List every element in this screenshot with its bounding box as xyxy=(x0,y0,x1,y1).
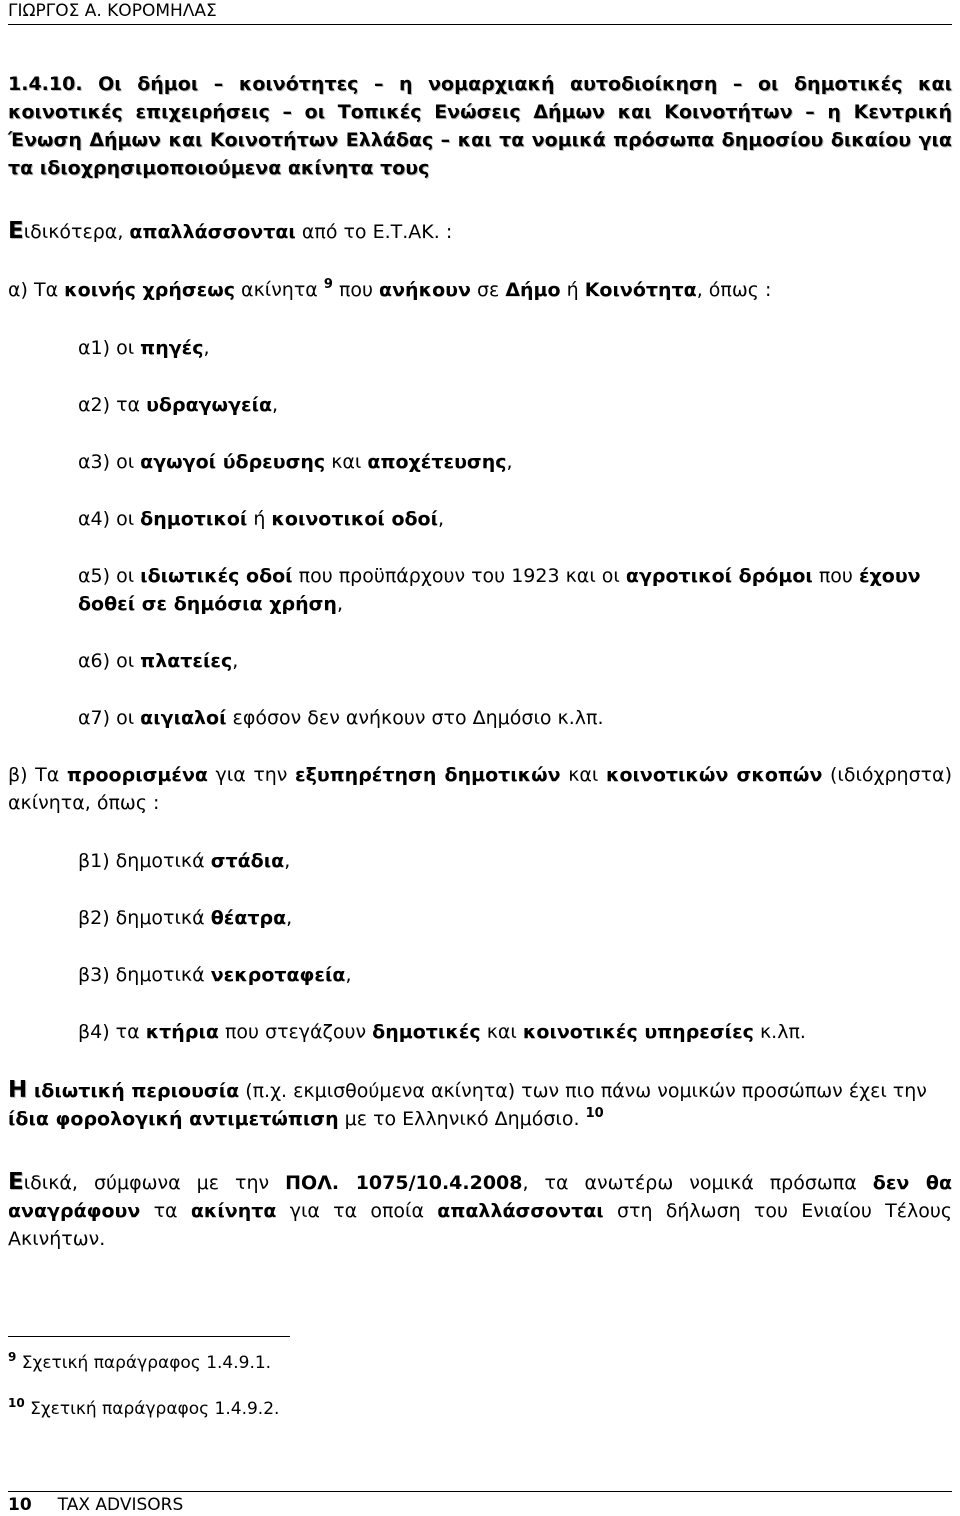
para-b-bold: προορισμένα xyxy=(66,764,208,786)
item-text: , xyxy=(232,650,239,672)
intro-text-2: απαλλάσσονται xyxy=(129,221,296,243)
item-label: β3) xyxy=(78,964,110,986)
para-b-bold: κοινοτικών σκοπών xyxy=(605,764,823,786)
special-bold: ακίνητα xyxy=(190,1200,277,1222)
paragraph-b xyxy=(8,761,952,817)
item-text: δημοτικά xyxy=(109,964,211,986)
page-header xyxy=(8,0,952,25)
para-b-label: β) xyxy=(8,764,28,786)
special-text: , τα ανωτέρω νομικά πρόσωπα xyxy=(522,1172,873,1194)
list-item-b1 xyxy=(78,847,948,875)
paragraph-a xyxy=(8,276,952,304)
item-text: , xyxy=(506,451,513,473)
item-bold: ιδιωτικές οδοί xyxy=(140,565,293,587)
item-text: οι xyxy=(110,650,141,672)
item-text: οι xyxy=(110,337,141,359)
item-text: που στεγάζουν xyxy=(218,1021,373,1043)
list-item-a5 xyxy=(78,562,948,618)
list-item-a2 xyxy=(78,391,948,419)
item-bold: πλατείες xyxy=(140,650,233,672)
private-bold: ιδιωτική περιουσία xyxy=(27,1080,240,1102)
para-a-bold: κοινής χρήσεως xyxy=(64,279,235,301)
item-bold: θέατρα xyxy=(210,907,287,929)
item-bold: δημοτικοί xyxy=(140,508,248,530)
footnote-separator xyxy=(8,1336,290,1337)
para-b-text: για την xyxy=(207,764,296,786)
item-text: , xyxy=(284,850,291,872)
item-label: α7) xyxy=(78,707,111,729)
item-bold: έχουν δοθεί σε δημόσια χρήση xyxy=(78,565,921,615)
item-text: οι xyxy=(110,707,141,729)
item-text: οι xyxy=(110,508,141,530)
page-number: 10 xyxy=(8,1495,32,1515)
footnote-text: Σχετική παράγραφος 1.4.9.2. xyxy=(24,1399,280,1419)
footnote-text: Σχετική παράγραφος 1.4.9.1. xyxy=(16,1353,272,1373)
para-a-text: , όπως : xyxy=(696,279,772,301)
item-text: τα xyxy=(109,1021,146,1043)
item-text: , xyxy=(203,337,210,359)
item-bold: δημοτικές xyxy=(372,1021,481,1043)
special-text: στη δήλωση του Ενιαίου Τέλους Ακινήτων. xyxy=(8,1200,952,1250)
item-text: που xyxy=(812,565,859,587)
item-text: εφόσον δεν ανήκουν στο Δημόσιο κ.λπ. xyxy=(226,707,604,729)
para-a-text: ή xyxy=(560,279,585,301)
item-text: ή xyxy=(247,508,272,530)
list-item-a4 xyxy=(78,505,948,533)
private-bold: ίδια φορολογική αντιμετώπιση xyxy=(8,1108,339,1130)
footer-brand: TAX ADVISORS xyxy=(57,1495,184,1515)
special-text: για τα οποία xyxy=(276,1200,438,1222)
drop-letter: Ε xyxy=(8,218,24,244)
item-text: οι xyxy=(110,565,141,587)
special-bold: απαλλάσσονται xyxy=(437,1200,604,1222)
item-label: α3) xyxy=(78,451,111,473)
item-bold: αγωγοί ύδρευσης xyxy=(140,451,326,473)
item-bold: υδραγωγεία xyxy=(146,394,273,416)
footnote-number: 10 xyxy=(8,1396,25,1410)
item-text: οι xyxy=(110,451,141,473)
item-label: β1) xyxy=(78,850,110,872)
footnote-9 xyxy=(8,1352,271,1374)
item-text: , xyxy=(272,394,279,416)
item-text: , xyxy=(286,907,293,929)
item-text: που προϋπάρχουν του 1923 και οι xyxy=(292,565,626,587)
private-property-paragraph xyxy=(8,1076,952,1133)
item-bold: πηγές xyxy=(140,337,204,359)
intro-paragraph xyxy=(8,217,952,246)
item-text: , xyxy=(336,593,343,615)
para-a-text: ακίνητα xyxy=(235,279,324,301)
para-a-bold: ανήκουν xyxy=(379,279,471,301)
section-number: 1.4.10. xyxy=(8,73,83,95)
para-b-text: και xyxy=(560,764,606,786)
list-item-a1 xyxy=(78,334,948,362)
special-bold: ΠΟΛ. 1075/10.4.2008 xyxy=(285,1172,523,1194)
item-text: δημοτικά xyxy=(109,907,211,929)
drop-letter: Η xyxy=(8,1077,28,1103)
footnote-number: 9 xyxy=(8,1350,17,1364)
para-a-bold: Δήμο xyxy=(505,279,561,301)
list-item-a6 xyxy=(78,647,948,675)
footnote-ref-10[interactable]: 10 xyxy=(585,1106,604,1121)
item-bold: κοινοτικοί οδοί xyxy=(271,508,439,530)
item-label: β2) xyxy=(78,907,110,929)
list-item-b4 xyxy=(78,1018,948,1046)
drop-letter: Ε xyxy=(8,1169,24,1195)
private-text: με το Ελληνικό Δημόσιο. xyxy=(338,1108,586,1130)
list-item-b2 xyxy=(78,904,948,932)
item-label: α5) xyxy=(78,565,111,587)
special-bold: δεν θα αναγράφουν xyxy=(8,1172,953,1222)
special-text: τα xyxy=(140,1200,191,1222)
item-text: και xyxy=(480,1021,523,1043)
item-label: β4) xyxy=(78,1021,110,1043)
item-text: , xyxy=(345,964,352,986)
item-label: α1) xyxy=(78,337,111,359)
footnote-ref-9[interactable]: 9 xyxy=(323,277,333,292)
list-item-a3 xyxy=(78,448,948,476)
special-text: ιδικά, σύμφωνα με την xyxy=(23,1172,286,1194)
header-author: ΓΙΩΡΓΟΣ Α. ΚΟΡΟΜΗΛΑΣ xyxy=(8,1,217,21)
item-bold: στάδια xyxy=(210,850,285,872)
item-text: κ.λπ. xyxy=(753,1021,806,1043)
item-text: , xyxy=(438,508,445,530)
item-bold: νεκροταφεία xyxy=(210,964,346,986)
section-title: Οι δήμοι – κοινότητες – η νομαρχιακή αυτοδιοίκηση – οι δημοτικές και κοινοτικές επιχειρήσεις – οι Τοπικές Ενώσεις Δήμων και Κοινοτήτων – η Κεντρική Ένωση Δήμων και Κοινοτήτων Ελλάδας – και τα νομικά πρόσωπα δημοσίου δικαίου για τα ιδιοχρησιμοποιούμενα ακίνητα τους xyxy=(8,73,952,179)
item-text: και xyxy=(325,451,368,473)
item-label: α4) xyxy=(78,508,111,530)
item-bold: αιγιαλοί xyxy=(140,707,227,729)
para-a-text: α) Τα xyxy=(8,279,65,301)
item-text: δημοτικά xyxy=(109,850,211,872)
section-heading xyxy=(8,70,952,182)
para-a-bold: Κοινότητα xyxy=(584,279,697,301)
item-label: α2) xyxy=(78,394,111,416)
para-b-text: (ιδιόχρηστα) ακίνητα, όπως : xyxy=(8,764,952,814)
para-a-text: σε xyxy=(470,279,506,301)
private-text: (π.χ. εκμισθούμενα ακίνητα) των πιο πάνω νομικών προσώπων έχει την xyxy=(239,1080,927,1102)
page-footer xyxy=(8,1491,952,1516)
para-a-text: που xyxy=(332,279,380,301)
footnote-10 xyxy=(8,1398,279,1420)
list-item-a7 xyxy=(78,704,948,732)
item-bold: κτήρια xyxy=(145,1021,219,1043)
intro-text-1: ιδικότερα, xyxy=(23,221,130,243)
para-b-text: Τα xyxy=(27,764,67,786)
special-paragraph xyxy=(8,1168,952,1253)
item-label: α6) xyxy=(78,650,111,672)
para-b-bold: εξυπηρέτηση δημοτικών xyxy=(295,764,561,786)
item-bold: αγροτικοί δρόμοι xyxy=(625,565,813,587)
item-text: τα xyxy=(110,394,147,416)
list-item-b3 xyxy=(78,961,948,989)
item-bold: κοινοτικές υπηρεσίες xyxy=(522,1021,754,1043)
item-bold: αποχέτευσης xyxy=(367,451,507,473)
intro-text-3: από το Ε.Τ.ΑΚ. : xyxy=(295,221,453,243)
